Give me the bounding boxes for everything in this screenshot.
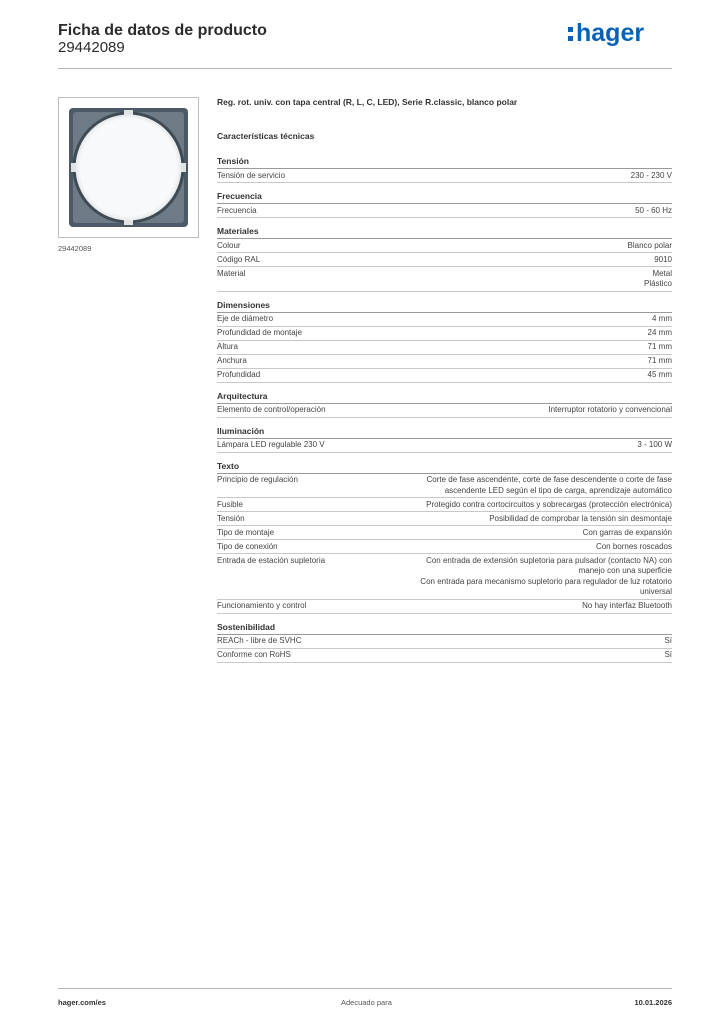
spec-value bbox=[377, 636, 672, 647]
section-title: Frecuencia bbox=[217, 191, 672, 204]
spec-label: Funcionamiento y control bbox=[217, 601, 307, 610]
spec-value-line: 4 mm bbox=[652, 314, 672, 323]
spec-value bbox=[377, 342, 672, 353]
section-title: Tensión bbox=[217, 156, 672, 169]
spec-value-line: 3 - 100 W bbox=[637, 440, 672, 449]
spec-row bbox=[217, 313, 672, 327]
spec-value-line: Blanco polar bbox=[627, 240, 672, 250]
spec-value bbox=[377, 328, 672, 339]
spec-row bbox=[217, 439, 672, 453]
section-rows bbox=[217, 169, 672, 183]
spec-label: Elemento de control/operación bbox=[217, 405, 326, 414]
section-rows bbox=[217, 404, 672, 418]
spec-value-line: Metal bbox=[652, 268, 672, 278]
spec-row bbox=[217, 253, 672, 267]
spec-value-line: No hay interfaz Bluetooth bbox=[582, 601, 672, 610]
section-rows bbox=[217, 204, 672, 218]
footer-center-text: Adecuado para bbox=[341, 998, 392, 1007]
spec-value-line: Con bornes roscados bbox=[595, 541, 672, 551]
spec-value-line: Posibilidad de comprobar la tensión sin desmontaje bbox=[489, 513, 672, 523]
svg-text:hager: hager bbox=[576, 19, 645, 47]
spec-label: Tipo de montaje bbox=[217, 527, 275, 537]
spec-label: Tensión bbox=[217, 513, 245, 523]
image-caption: 29442089 bbox=[58, 244, 92, 253]
spec-value-line: Con entrada para mecanismo supletorio para regulador de luz rotatorio bbox=[420, 576, 672, 586]
spec-row bbox=[217, 540, 672, 554]
product-image bbox=[58, 97, 199, 238]
spec-value bbox=[377, 405, 672, 416]
spec-value-line: 45 mm bbox=[647, 370, 672, 379]
spec-value bbox=[377, 650, 672, 661]
section-title: Sostenibilidad bbox=[217, 622, 672, 635]
spec-row bbox=[217, 341, 672, 355]
spec-value bbox=[377, 556, 672, 598]
spec-value bbox=[377, 514, 672, 525]
spec-row bbox=[217, 474, 672, 499]
spec-label: Frecuencia bbox=[217, 205, 257, 215]
spec-value bbox=[377, 314, 672, 325]
spec-value-line: Protegido contra cortocircuitos y sobrecargas (protección electrónica) bbox=[426, 499, 672, 509]
section-rows bbox=[217, 474, 672, 614]
spec-row bbox=[217, 635, 672, 649]
spec-row bbox=[217, 369, 672, 383]
spec-value-line: manejo con una superficie bbox=[578, 566, 672, 575]
spec-value-line: 71 mm bbox=[647, 342, 672, 351]
section-rows bbox=[217, 439, 672, 453]
spec-value-line: ascendente LED según el tipo de carga, aprendizaje automático bbox=[444, 485, 672, 495]
spec-row bbox=[217, 526, 672, 540]
spec-label: Altura bbox=[217, 342, 238, 351]
spec-label: Profundidad de montaje bbox=[217, 328, 302, 337]
footer-divider bbox=[58, 988, 672, 989]
spec-value bbox=[377, 269, 672, 290]
section-title: Arquitectura bbox=[217, 391, 672, 404]
product-code: 29442089 bbox=[58, 39, 125, 56]
spec-row bbox=[217, 600, 672, 614]
hager-logo bbox=[568, 17, 658, 47]
spec-row bbox=[217, 239, 672, 253]
spec-table bbox=[217, 156, 672, 671]
section-rows bbox=[217, 313, 672, 383]
spec-row bbox=[217, 204, 672, 218]
spec-row bbox=[217, 327, 672, 341]
spec-label: Código RAL bbox=[217, 254, 261, 264]
spec-value bbox=[377, 601, 672, 612]
spec-value-line: Con entrada de extensión supletoria para pulsador (contacto NA) con bbox=[426, 555, 672, 565]
spec-value bbox=[377, 255, 672, 266]
spec-value-line: Interruptor rotatorio y convencional bbox=[548, 405, 672, 414]
spec-value-line: Sí bbox=[664, 636, 672, 645]
spec-label: Material bbox=[217, 268, 246, 278]
spec-row bbox=[217, 169, 672, 183]
spec-value-line: 24 mm bbox=[647, 328, 672, 337]
spec-value bbox=[377, 475, 672, 496]
spec-row bbox=[217, 498, 672, 512]
section-title: Texto bbox=[217, 461, 672, 474]
spec-value-line: Sí bbox=[664, 650, 672, 659]
spec-value bbox=[377, 206, 672, 217]
footer-date: 10.01.2026 bbox=[634, 998, 672, 1007]
spec-label: Profundidad bbox=[217, 370, 261, 379]
spec-value bbox=[377, 542, 672, 553]
header-divider bbox=[58, 68, 672, 69]
section-rows bbox=[217, 635, 672, 663]
spec-value bbox=[377, 241, 672, 252]
page-title: Ficha de datos de producto bbox=[58, 22, 267, 39]
section-title: Iluminación bbox=[217, 426, 672, 439]
spec-value-line: Corte de fase ascendente, corte de fase descendente o corte de fase bbox=[426, 475, 672, 484]
section-rows bbox=[217, 239, 672, 292]
spec-label: Entrada de estación supletoria bbox=[217, 555, 326, 565]
section-title: Dimensiones bbox=[217, 300, 672, 313]
spec-row bbox=[217, 554, 672, 600]
spec-label: Eje de diámetro bbox=[217, 314, 274, 323]
section-title: Materiales bbox=[217, 226, 672, 239]
spec-row bbox=[217, 512, 672, 526]
spec-value-line: 9010 bbox=[654, 254, 672, 264]
spec-label: Lámpara LED regulable 230 V bbox=[217, 440, 325, 449]
spec-label: Conforme con RoHS bbox=[217, 650, 291, 659]
spec-value-line: 50 - 60 Hz bbox=[635, 205, 672, 215]
spec-value bbox=[377, 500, 672, 511]
spec-row bbox=[217, 649, 672, 663]
spec-value bbox=[377, 370, 672, 381]
spec-label: REACh - libre de SVHC bbox=[217, 636, 302, 645]
spec-label: Colour bbox=[217, 240, 241, 250]
spec-label: Fusible bbox=[217, 499, 243, 509]
spec-value bbox=[377, 171, 672, 182]
spec-label: Principio de regulación bbox=[217, 475, 298, 484]
spec-value bbox=[377, 440, 672, 451]
spec-row bbox=[217, 355, 672, 369]
spec-row bbox=[217, 267, 672, 292]
specs-heading: Características técnicas bbox=[217, 131, 315, 141]
spec-label: Tipo de conexión bbox=[217, 541, 278, 551]
spec-value-line: universal bbox=[639, 587, 672, 596]
spec-value bbox=[377, 356, 672, 367]
product-description: Reg. rot. univ. con tapa central (R, L, C, LED), Serie R.classic, blanco polar bbox=[217, 97, 518, 107]
spec-value-line: Con garras de expansión bbox=[582, 527, 672, 537]
spec-value bbox=[377, 528, 672, 539]
footer-website[interactable]: hager.com/es bbox=[58, 998, 106, 1007]
spec-value-line: 230 - 230 V bbox=[630, 170, 672, 180]
spec-value-line: Plástico bbox=[643, 279, 672, 288]
spec-row bbox=[217, 404, 672, 418]
spec-value-line: 71 mm bbox=[647, 356, 672, 365]
spec-label: Anchura bbox=[217, 356, 247, 365]
spec-label: Tensión de servicio bbox=[217, 170, 286, 180]
